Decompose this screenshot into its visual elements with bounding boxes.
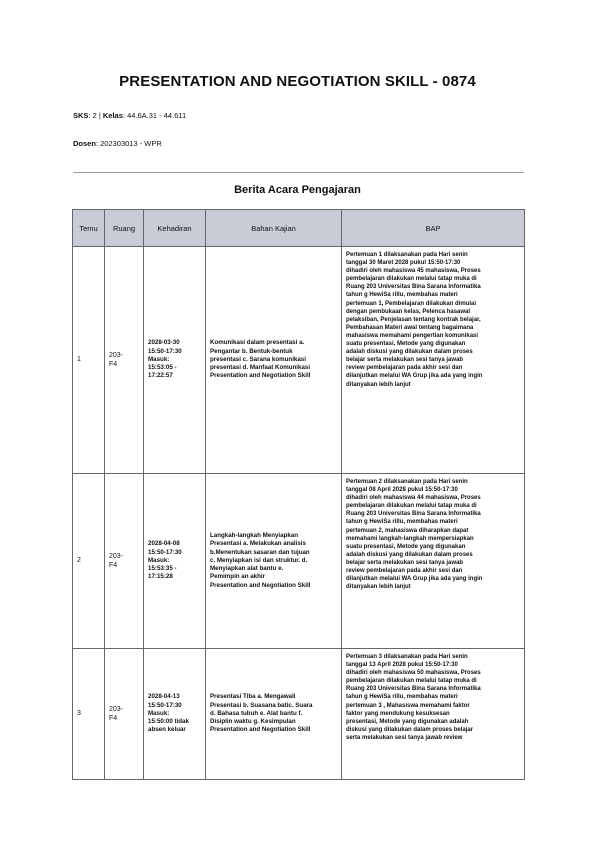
bap-line: review pembelajaran pada akhir sesi dan — [346, 568, 463, 575]
bap-line: tanggal 13 April 2028 pukul 15:50-17:30 — [346, 662, 458, 669]
bap-line: ditanyakan lebih lanjut — [346, 584, 411, 591]
dosen-label: Dosen — [73, 139, 96, 148]
bahan_kajian-line: Presentasi Tiba a. Mengawali — [210, 693, 296, 701]
bahan_kajian-line: d. Bahasa tubuh e. Alat bantu f. — [210, 709, 303, 717]
bahan_kajian-line: Pengantar b. Bentuk-bentuk — [210, 347, 293, 355]
bap-line: Ruang 203 Universitas Bina Sarana Informatika — [346, 686, 481, 693]
bahan_kajian-line: Presentation and Negotiation Skill — [210, 726, 311, 734]
bap-line: dilanjutkan melalui WA Grup jika ada yang ingin — [346, 373, 483, 380]
bap-line: adalah diskusi yang dilakukan dalam proses — [346, 349, 473, 356]
kehadiran-line: 2028-04-08 — [148, 540, 180, 548]
header-ruang: Ruang — [105, 210, 144, 247]
bahan_kajian-line: Presentation and Negotiation Skill — [210, 372, 311, 380]
bap-line: presentasi, Metode yang digunakan adalah — [346, 718, 469, 725]
section-title: Berita Acara Pengajaran — [234, 184, 361, 196]
cell-bap — [342, 649, 525, 780]
bap-line: diskusi yang dilakukan dalam proses belajar — [346, 726, 474, 733]
bap-line: adalah diskusi yang dilakukan dalam proses — [346, 551, 473, 558]
cell-ruang — [105, 474, 144, 649]
bahan_kajian-line: presentasi d. Manfaat Komunikasi — [210, 364, 311, 372]
sks-value: : 2 | — [88, 111, 103, 120]
ruang-line: F4 — [109, 715, 118, 722]
bahan_kajian-line: c. Menyiapkan isi dan struktur. d. — [210, 556, 308, 564]
bap-line: pelaksiban, Penjelasan tentang kontrak belajar, — [346, 316, 481, 323]
bahan_kajian-line: Presentasi b. Suasana batic. Suara — [210, 701, 313, 709]
kehadiran-line: Masuk: — [148, 556, 170, 564]
bahan_kajian-line: Disiplin waktu g. Kesimpulan — [210, 718, 296, 726]
kehadiran-line: 15:50-17:30 — [148, 548, 182, 556]
bap-line: serta melakukan sesi tanya jawab review — [346, 734, 463, 741]
cell-kehadiran — [144, 247, 206, 474]
bap-line: Ruang 203 Universitas Bina Sarana Informatika — [346, 511, 481, 518]
course-info — [73, 111, 186, 120]
cell-kehadiran — [144, 474, 206, 649]
bap-line: dihadiri oleh mahasiswa 45 mahasiswa, Proses — [346, 268, 481, 275]
bap-line: dihadiri oleh mahasiswa 44 mahasiswa, Proses — [346, 495, 481, 502]
bap-line: Pertemuan 1 dilaksanakan pada Hari senin — [346, 252, 468, 258]
kehadiran-line: 15:53:35 - — [148, 565, 177, 573]
bap-line: dengan pembukaan kelas, Pelenca hasawal — [346, 308, 471, 315]
table-row — [73, 649, 525, 780]
dosen-value: : 202303013 - WPR — [95, 139, 162, 148]
kehadiran-line: 2028-04-13 — [148, 693, 180, 701]
bap-line: mahasiswa memahami pengertian komunikasi — [346, 332, 479, 339]
bap-line: memahami langkah-langkah mempersiapkan — [346, 535, 474, 542]
cell-kehadiran — [144, 649, 206, 780]
bahan_kajian-line: presentasi c. Sarana komunikasi — [210, 355, 306, 363]
header-temu: Temu — [73, 210, 105, 247]
bap-line: tahun g HewiSa rillu, membahas materi — [346, 694, 458, 701]
kehadiran-line: Masuk: — [148, 355, 170, 363]
header-kehadiran: Kehadiran — [144, 210, 206, 247]
table-row — [73, 474, 525, 649]
bap-line: review pembelajaran pada akhir sesi dan — [346, 365, 463, 372]
header-bap: BAP — [342, 210, 525, 247]
lecturer-info — [73, 139, 162, 148]
kelas-label: Kelas — [102, 111, 123, 120]
bap-line: ditanyakan lebih lanjut — [346, 381, 411, 388]
bap-line: Ruang 203 Universitas Bina Sarana Informatika — [346, 284, 481, 291]
kehadiran-line: 15:50-17:30 — [148, 701, 182, 709]
cell-temu: 3 — [73, 649, 105, 780]
ruang-line: 203- — [109, 352, 124, 359]
cell-bahan-kajian — [206, 474, 342, 649]
bap-line: tanggal 08 April 2028 pukul 15:50-17:30 — [346, 487, 458, 494]
bap-line: tahun g HewiSa rillu, membahas materi — [346, 519, 458, 526]
bap-line: belajar serta melakukan sesi tanya jawab — [346, 357, 464, 364]
cell-ruang — [105, 649, 144, 780]
cell-bahan-kajian — [206, 247, 342, 474]
kehadiran-line: 17:15:28 — [148, 573, 173, 581]
teaching-report-table — [72, 209, 525, 780]
kehadiran-line: absen keluar — [148, 726, 186, 734]
bap-line: Pertemuan 3 dilaksanakan pada Hari senin — [346, 654, 468, 660]
ruang-line: F4 — [109, 361, 118, 368]
bap-line: pertemuan 3 , Mahasiswa memahami faktor — [346, 702, 470, 709]
divider — [73, 172, 524, 173]
bap-line: tanggal 30 Maret 2028 pukul 15:50-17:30 — [346, 260, 461, 267]
cell-bap — [342, 247, 525, 474]
bahan_kajian-line: b.Menentukan sasaran dan tujuan — [210, 548, 310, 556]
cell-bap — [342, 474, 525, 649]
kehadiran-line: 15:50:00 tidak — [148, 718, 189, 726]
bahan_kajian-line: Komunikasi dalam presentasi a. — [210, 339, 305, 347]
bahan_kajian-line: Pemimpin an akhir — [210, 573, 266, 581]
cell-temu: 2 — [73, 474, 105, 649]
ruang-line: F4 — [109, 562, 118, 569]
bap-line: suatu presentasi, Metode yang digunakan — [346, 543, 466, 550]
bahan_kajian-line: Menyiapkan alat bantu e. — [210, 565, 284, 573]
bap-line: belajar serta melakukan sesi tanya jawab — [346, 559, 464, 566]
kehadiran-line: 17:22:57 — [148, 372, 173, 380]
kehadiran-line: Masuk: — [148, 709, 170, 717]
ruang-line: 203- — [109, 553, 124, 560]
kehadiran-line: 15:53:05 - — [148, 364, 177, 372]
bap-line: tahun g HewiSa rillu, membahas materi — [346, 292, 458, 299]
sks-label: SKS — [73, 111, 89, 120]
bap-line: pertemuan 1, Pembelajaran dilakukan dimulai — [346, 300, 477, 307]
bahan_kajian-line: Presentation and Negotiation Skill — [210, 581, 311, 589]
bap-line: pembelajaran dilakukan melalui tatap muka di — [346, 276, 477, 283]
bap-line: dihadiri oleh mahasiswa 50 mahasiswa, Proses — [346, 670, 481, 677]
kehadiran-line: 15:50-17:30 — [148, 347, 182, 355]
page-title: PRESENTATION AND NEGOTIATION SKILL - 0874 — [119, 73, 476, 90]
header-bahan-kajian: Bahan Kajian — [206, 210, 342, 247]
bap-line: pembelajaran dilakukan melalui tatap muka di — [346, 503, 477, 510]
bap-line: pertemuan 2, mahasiswa diharapkan dapat — [346, 527, 469, 534]
kehadiran-line: 2028-03-30 — [148, 339, 180, 347]
kelas-value: : 44.6A.31 - 44.611 — [122, 111, 187, 120]
table-row — [73, 247, 525, 474]
bap-line: pembelajaran dilakukan melalui tatap muka di — [346, 678, 477, 685]
bahan_kajian-line: Presentasi a. Melakukan analisis — [210, 540, 306, 548]
ruang-line: 203- — [109, 706, 124, 713]
bap-line: Pertemuan 2 dilaksanakan pada Hari senin — [346, 479, 468, 485]
cell-bahan-kajian — [206, 649, 342, 780]
bap-line: Pembahasan Materi awal tentang bagaimana — [346, 324, 474, 331]
bahan_kajian-line: Langkah-langkah Menyiapkan — [210, 532, 299, 540]
cell-ruang — [105, 247, 144, 474]
table-header-row — [73, 210, 525, 247]
bap-line: suatu presentasi, Metode yang digunakan — [346, 341, 466, 348]
cell-temu: 1 — [73, 247, 105, 474]
bap-line: faktor yang mendukung kesuksesan — [346, 710, 450, 717]
bap-line: dilanjutkan melalui WA Grup jika ada yang ingin — [346, 576, 483, 583]
